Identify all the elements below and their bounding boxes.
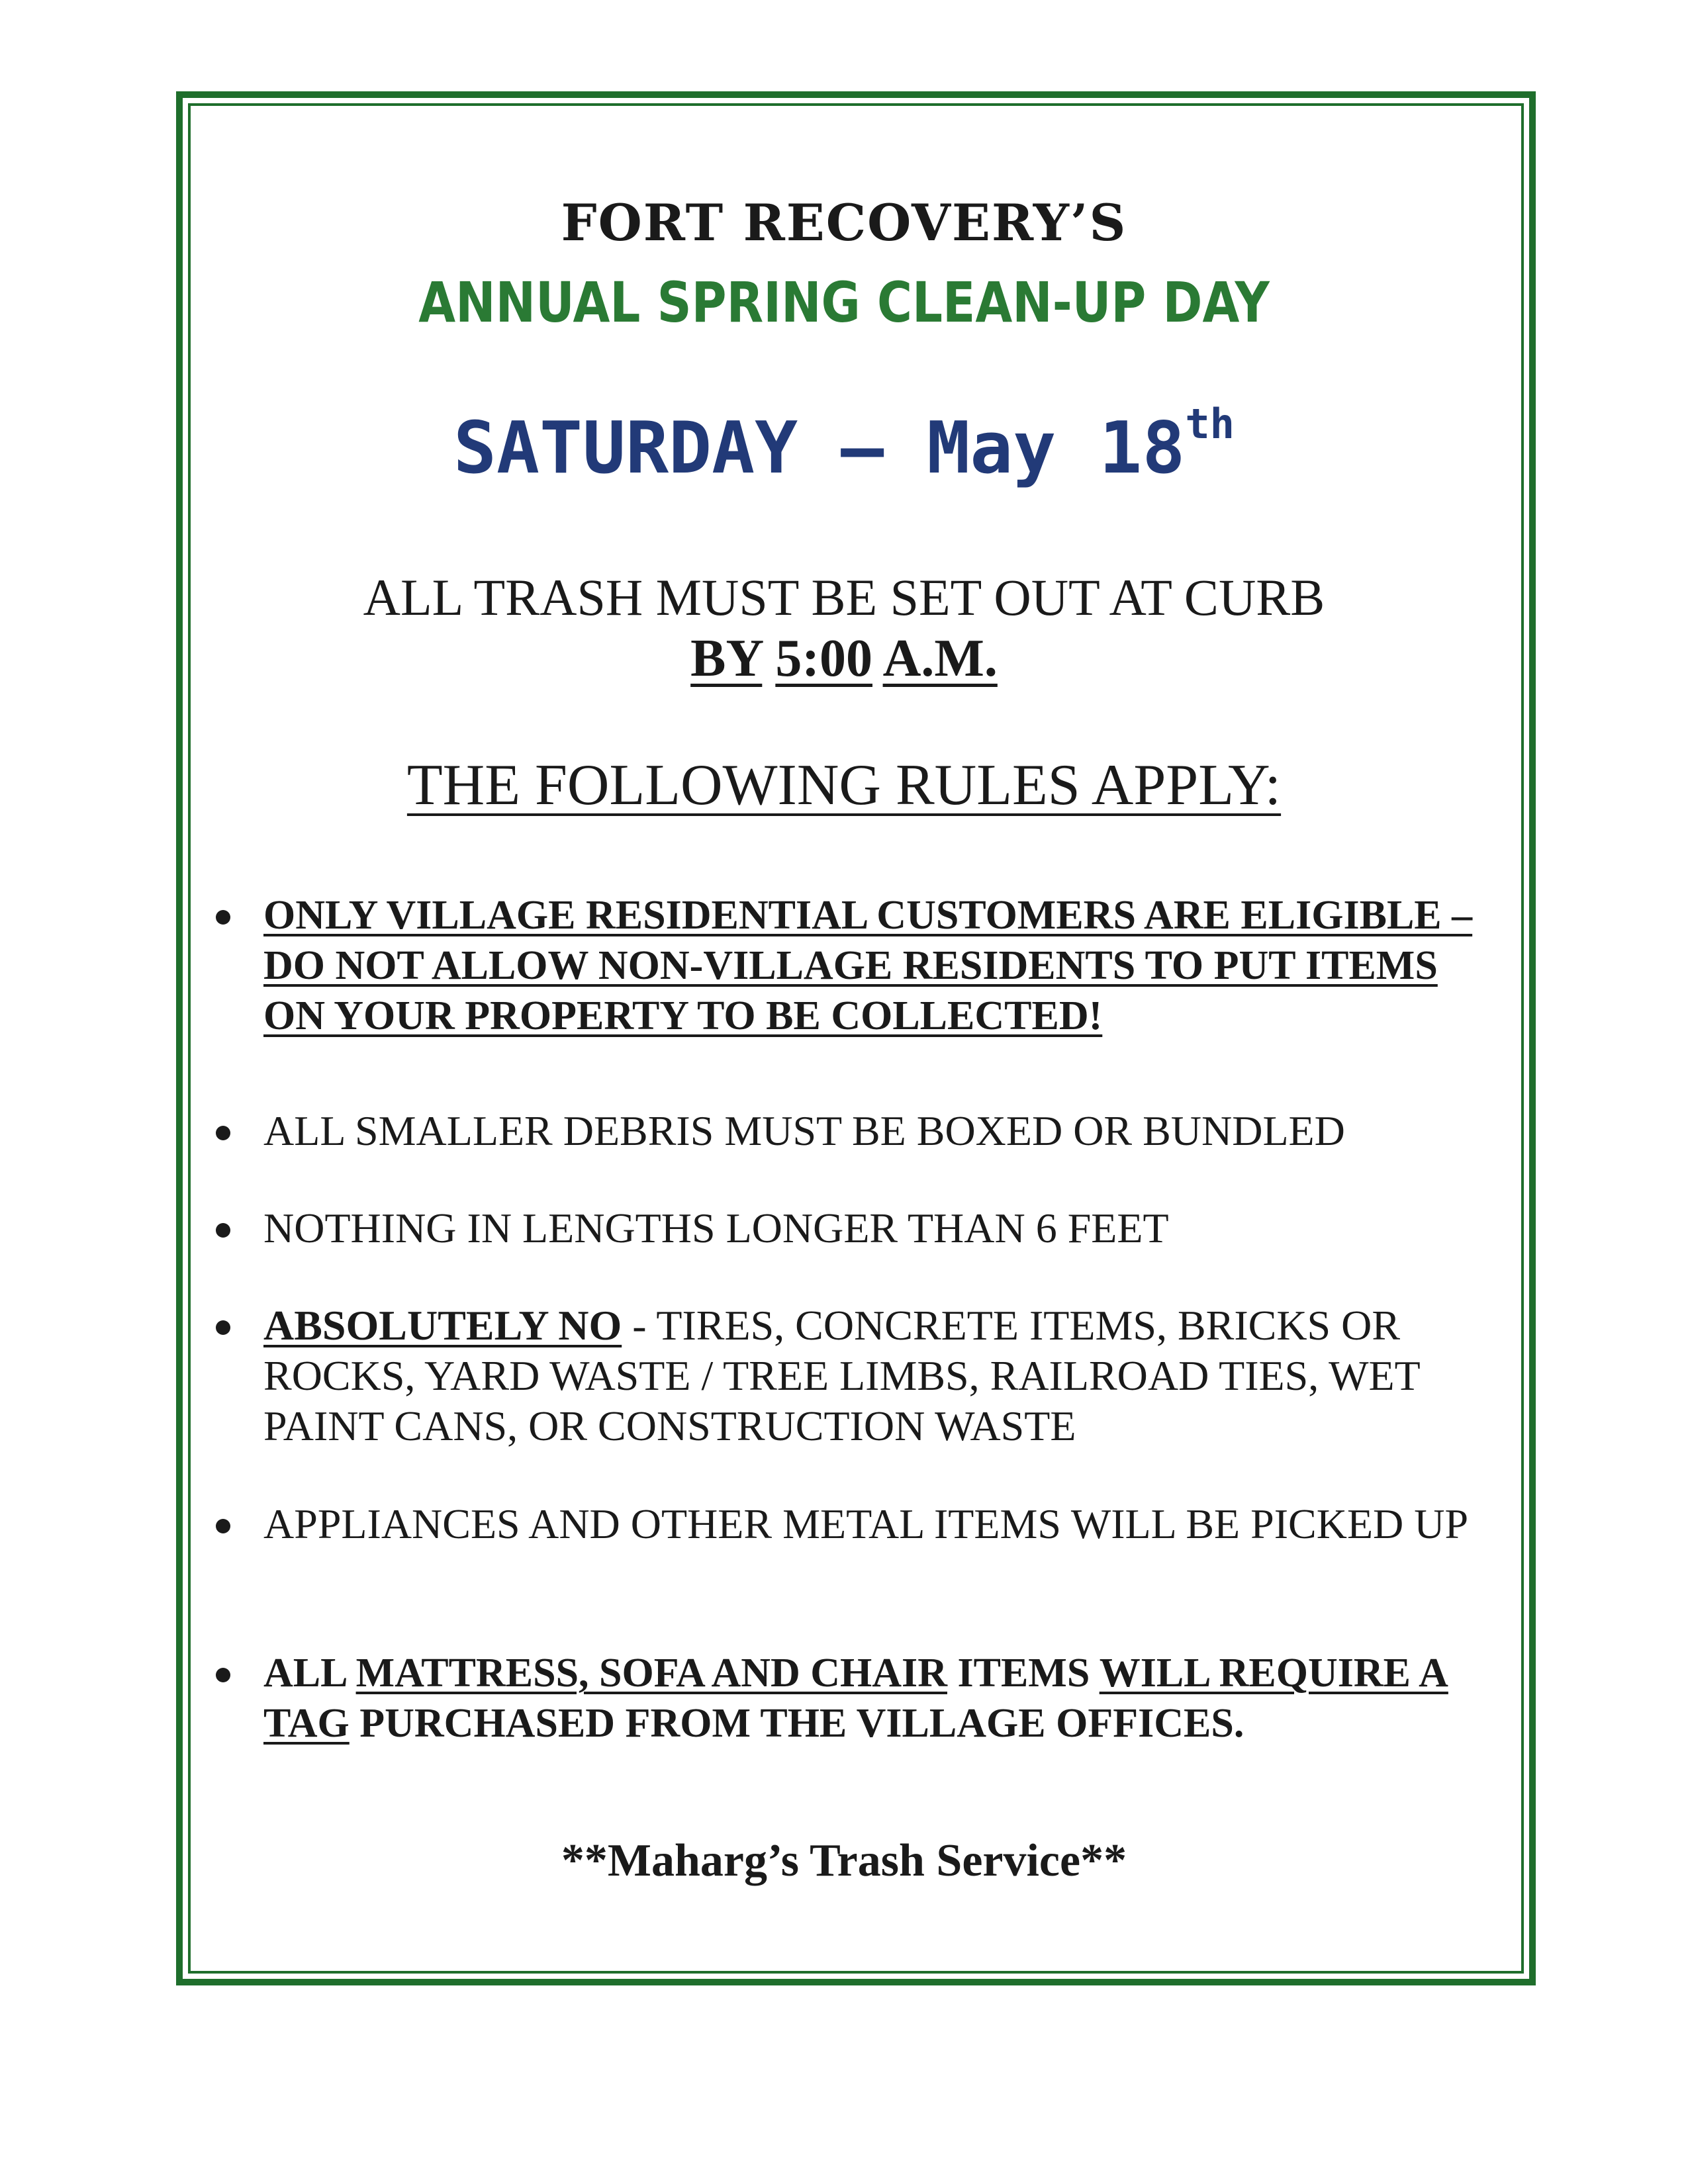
rule-part: PURCHASED FROM THE VILLAGE OFFICES.: [349, 1701, 1244, 1746]
title-clean-up-day: ANNUAL SPRING CLEAN-UP DAY: [418, 270, 1270, 335]
rule-text: - TIRES, CONCRETE ITEMS, BRICKS OR ROCKS, YARD WASTE / TREE LIMBS, RAILROAD TIES, WET PAINT CANS, OR CONSTRUCTION WASTE: [263, 1302, 1420, 1449]
rule-prohibited-items: [263, 1300, 1508, 1451]
rule-length-limit: [263, 1203, 1508, 1253]
rule-text: NOTHING IN LENGTHS LONGER THAN 6 FEET: [263, 1205, 1169, 1251]
rules-heading: THE FOLLOWING RULES APPLY:: [406, 753, 1282, 817]
rule-tag-required: [263, 1648, 1508, 1749]
event-date-main: SATURDAY – May 18: [453, 407, 1186, 490]
rule-residents-only: [263, 890, 1508, 1041]
deadline-line: ALL TRASH MUST BE SET OUT AT CURB: [363, 569, 1325, 626]
bullet-icon: [216, 1223, 230, 1238]
bullet-icon: [216, 910, 230, 925]
bullet-icon: [216, 1126, 230, 1140]
service-signature: **Maharg’s Trash Service**: [561, 1835, 1127, 1886]
rule-part: ALL: [263, 1651, 356, 1696]
rule-part: ITEMS: [947, 1651, 1100, 1696]
bullet-icon: [216, 1320, 230, 1335]
deadline-ampm: A.M.: [882, 629, 998, 688]
title-fort-recovery: FORT RECOVERY’S: [561, 193, 1127, 252]
deadline-clock: 5:00: [775, 629, 872, 688]
rule-lead: ABSOLUTELY NO: [263, 1302, 622, 1349]
rule-tag-underlined: WILL REQUIRE A TAG: [263, 1651, 1448, 1746]
rule-text: ONLY VILLAGE RESIDENTIAL CUSTOMERS ARE ELIGIBLE – DO NOT ALLOW NON-VILLAGE RESIDENTS TO PUT ITEMS ON YOUR PROPERTY TO BE COLLECTED!: [263, 893, 1473, 1038]
rule-appliances: [263, 1499, 1508, 1549]
rule-text: ALL SMALLER DEBRIS MUST BE BOXED OR BUNDLED: [263, 1107, 1345, 1154]
deadline-time: [0, 629, 1688, 689]
rule-items-underlined: MATTRESS, SOFA AND CHAIR: [355, 1651, 947, 1696]
bullet-icon: [216, 1668, 230, 1682]
deadline-by: BY: [690, 629, 763, 688]
event-date-suffix: th: [1185, 400, 1235, 448]
bullet-icon: [216, 1519, 230, 1533]
rule-text: APPLIANCES AND OTHER METAL ITEMS WILL BE PICKED UP: [263, 1500, 1469, 1547]
rule-boxed-debris: [263, 1106, 1508, 1156]
event-date: [0, 400, 1688, 490]
